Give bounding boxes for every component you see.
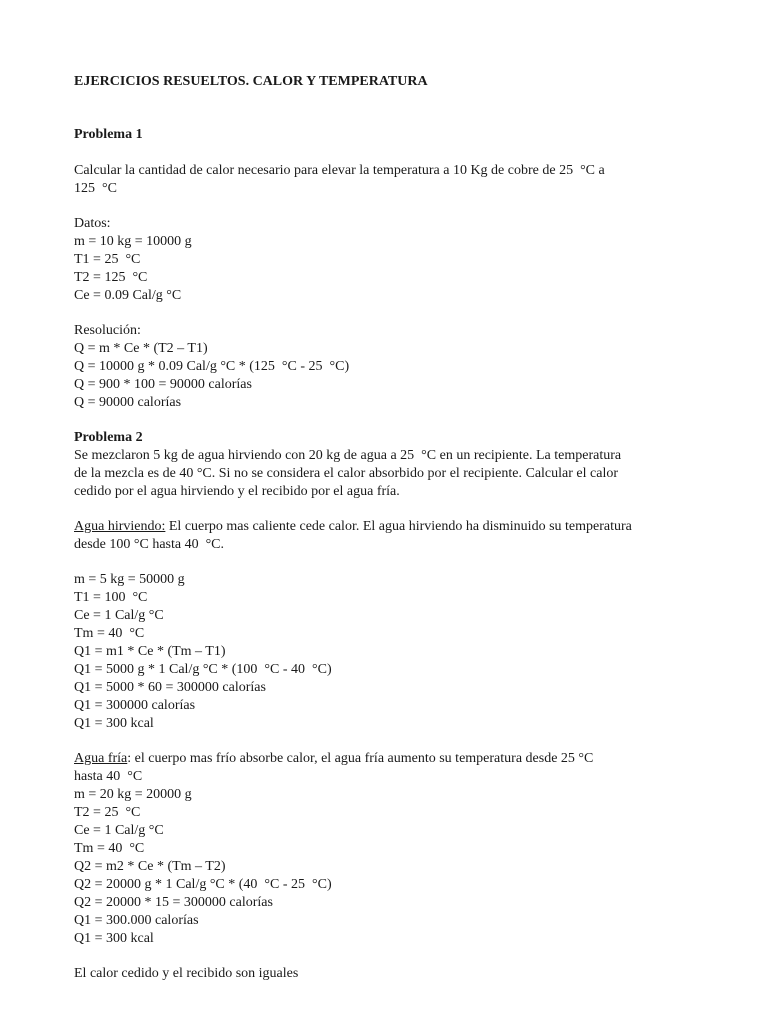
document-title: EJERCICIOS RESUELTOS. CALOR Y TEMPERATURA [74, 74, 428, 89]
hot-water-label: Agua hirviendo: [74, 519, 166, 534]
conclusion: El calor cedido y el recibido son iguales [74, 966, 299, 981]
cold-water-calc-line: m = 20 kg = 20000 g [74, 787, 192, 802]
resolucion-label: Resolución: [74, 323, 141, 338]
resolucion-line: Q = 900 * 100 = 90000 calorías [74, 377, 252, 392]
problem-2-statement-line: cedido por el agua hirviendo y el recibido por el agua fría. [74, 484, 400, 499]
hot-water-calc-line: Q1 = 5000 * 60 = 300000 calorías [74, 680, 266, 695]
resolucion-line: Q = m * Ce * (T2 – T1) [74, 341, 208, 356]
datos-line: Ce = 0.09 Cal/g °C [74, 288, 182, 303]
problem-1-statement-line: 125 °C [74, 181, 117, 196]
cold-water-calc-line: Q1 = 300.000 calorías [74, 913, 199, 928]
cold-water-calc-line: Q2 = 20000 * 15 = 300000 calorías [74, 895, 273, 910]
resolucion-line: Q = 90000 calorías [74, 395, 182, 410]
cold-water-calc-line: Tm = 40 °C [74, 841, 145, 856]
cold-water-label: Agua fría [74, 751, 128, 766]
cold-water-calc-line: Q2 = m2 * Ce * (Tm – T2) [74, 859, 226, 874]
datos-line: T2 = 125 °C [74, 270, 148, 285]
cold-water-calc-line: Ce = 1 Cal/g °C [74, 823, 164, 838]
cold-water-calc-line: Q2 = 20000 g * 1 Cal/g °C * (40 °C - 25 °C) [74, 877, 332, 892]
hot-water-text-line: desde 100 °C hasta 40 °C. [74, 537, 225, 552]
cold-water-intro [74, 750, 593, 768]
hot-water-calc-line: Tm = 40 °C [74, 626, 145, 641]
cold-water-text: : el cuerpo mas frío absorbe calor, el agua fría aumento su temperatura desde 25 °C [127, 751, 594, 766]
datos-line: T1 = 25 °C [74, 252, 141, 267]
problem-2-heading: Problema 2 [74, 430, 143, 445]
hot-water-calc-line: Q1 = 300000 calorías [74, 698, 196, 713]
hot-water-intro [74, 518, 632, 536]
problem-1-statement-line: Calcular la cantidad de calor necesario para elevar la temperatura a 10 Kg de cobre de 25 °C a [74, 163, 605, 178]
cold-water-calc-line: Q1 = 300 kcal [74, 931, 154, 946]
hot-water-calc-line: m = 5 kg = 50000 g [74, 572, 185, 587]
hot-water-text: El cuerpo mas caliente cede calor. El agua hirviendo ha disminuido su temperatura [165, 519, 632, 534]
problem-2-statement-line: Se mezclaron 5 kg de agua hirviendo con 20 kg de agua a 25 °C en un recipiente. La temperatura [74, 448, 622, 463]
hot-water-calc-line: Q1 = 5000 g * 1 Cal/g °C * (100 °C - 40 °C) [74, 662, 332, 677]
problem-2-statement-line: de la mezcla es de 40 °C. Si no se considera el calor absorbido por el recipiente. Calcular el calor [74, 466, 618, 481]
hot-water-calc-line: Ce = 1 Cal/g °C [74, 608, 164, 623]
problem-1-heading: Problema 1 [74, 127, 143, 142]
resolucion-line: Q = 10000 g * 0.09 Cal/g °C * (125 °C - 25 °C) [74, 359, 350, 374]
hot-water-calc-line: T1 = 100 °C [74, 590, 148, 605]
datos-label: Datos: [74, 216, 111, 231]
cold-water-text-line: hasta 40 °C [74, 769, 143, 784]
hot-water-calc-line: Q1 = 300 kcal [74, 716, 154, 731]
datos-line: m = 10 kg = 10000 g [74, 234, 192, 249]
hot-water-calc-line: Q1 = m1 * Ce * (Tm – T1) [74, 644, 226, 659]
cold-water-calc-line: T2 = 25 °C [74, 805, 141, 820]
